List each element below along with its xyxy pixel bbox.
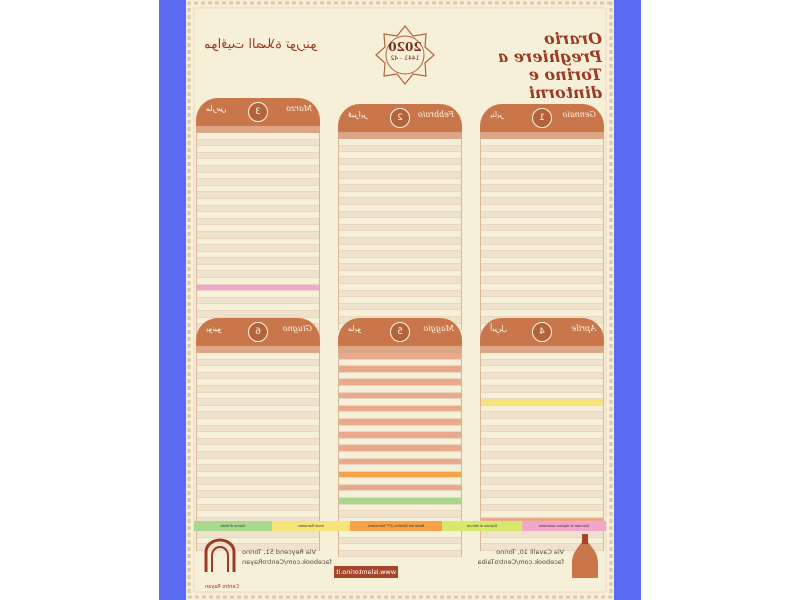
- month-header: [338, 104, 462, 132]
- center-rayan-logo-text: Centro Rayan: [205, 584, 239, 590]
- poster-title-italian: Orario Preghiere a Torino e dintorni: [497, 29, 602, 102]
- month-table-febbraio: [338, 104, 462, 330]
- column-header-row: [480, 132, 604, 139]
- facebook-left: facebook.com/CentroRayan: [242, 558, 332, 566]
- month-table-gennaio: [480, 104, 604, 343]
- month-name-arabic: أبريل: [490, 324, 508, 333]
- column-header-row: [196, 126, 320, 133]
- month-name-arabic: يناير: [490, 110, 504, 119]
- month-table-giugno: [196, 318, 320, 551]
- poster-title-arabic: مواقيت الصلاة تورينو: [204, 37, 317, 52]
- center-rayan-logo: [200, 538, 240, 584]
- month-name-arabic: مارس: [206, 104, 227, 113]
- legend-item-ashura: Digiuno di Ashura: [442, 521, 522, 531]
- mirrored-poster-content: [186, 0, 614, 600]
- legend-bar: [194, 521, 606, 531]
- month-number-badge: 4: [532, 322, 552, 342]
- month-name-arabic: مايو: [348, 324, 362, 333]
- month-rows: [480, 139, 604, 343]
- website-label: www.islamtorino.it: [335, 568, 397, 576]
- address-left: Via Reycend 51, Torino: [242, 548, 316, 556]
- month-name-arabic: يونيو: [206, 324, 222, 333]
- mosque-logo-left: [568, 534, 602, 584]
- legend-item-voluntary-fast: Giornate di digiuno volontario: [522, 521, 606, 531]
- month-rows: [338, 139, 462, 330]
- prayer-calendar-poster: [186, 0, 614, 600]
- month-number-badge: 2: [390, 108, 410, 128]
- month-header: [338, 318, 462, 346]
- legend-item-laylat-al-qadr: Notte del Destino (27° Ramadan): [350, 521, 442, 531]
- month-name: Aprile: [571, 324, 596, 333]
- month-header: [196, 318, 320, 346]
- month-rows: [196, 133, 320, 337]
- month-header: [480, 104, 604, 132]
- month-name: Gennaio: [562, 110, 596, 119]
- year-label: 2020: [388, 40, 422, 54]
- facebook-right: facebook.com/CentroTaiba: [477, 558, 564, 566]
- column-header-row: [338, 346, 462, 353]
- month-name: Febbraio: [417, 110, 454, 119]
- column-header-row: [196, 346, 320, 353]
- legend-item-ramadan-start: Inizio Ramadan: [272, 521, 350, 531]
- hijri-year-label: 1441 - 42: [390, 55, 420, 62]
- column-header-row: [338, 132, 462, 139]
- month-name: Giugno: [282, 324, 312, 333]
- right-blue-band: [614, 0, 641, 600]
- column-header-row: [480, 346, 604, 353]
- month-number-badge: 3: [248, 102, 268, 122]
- month-name: Marzo: [286, 104, 312, 113]
- month-header: [196, 98, 320, 126]
- month-name-arabic: فبراير: [348, 110, 368, 119]
- legend-item-feast-day: Giorno di festa: [194, 521, 272, 531]
- left-blue-band: [159, 0, 186, 600]
- month-name: Maggio: [423, 324, 454, 333]
- month-number-badge: 1: [532, 108, 552, 128]
- month-header: [480, 318, 604, 346]
- month-number-badge: 6: [248, 322, 268, 342]
- month-number-badge: 5: [390, 322, 410, 342]
- month-table-marzo: [196, 98, 320, 337]
- address-right: Via Cavalli 10, Torino: [496, 548, 564, 556]
- month-table-aprile: [480, 318, 604, 551]
